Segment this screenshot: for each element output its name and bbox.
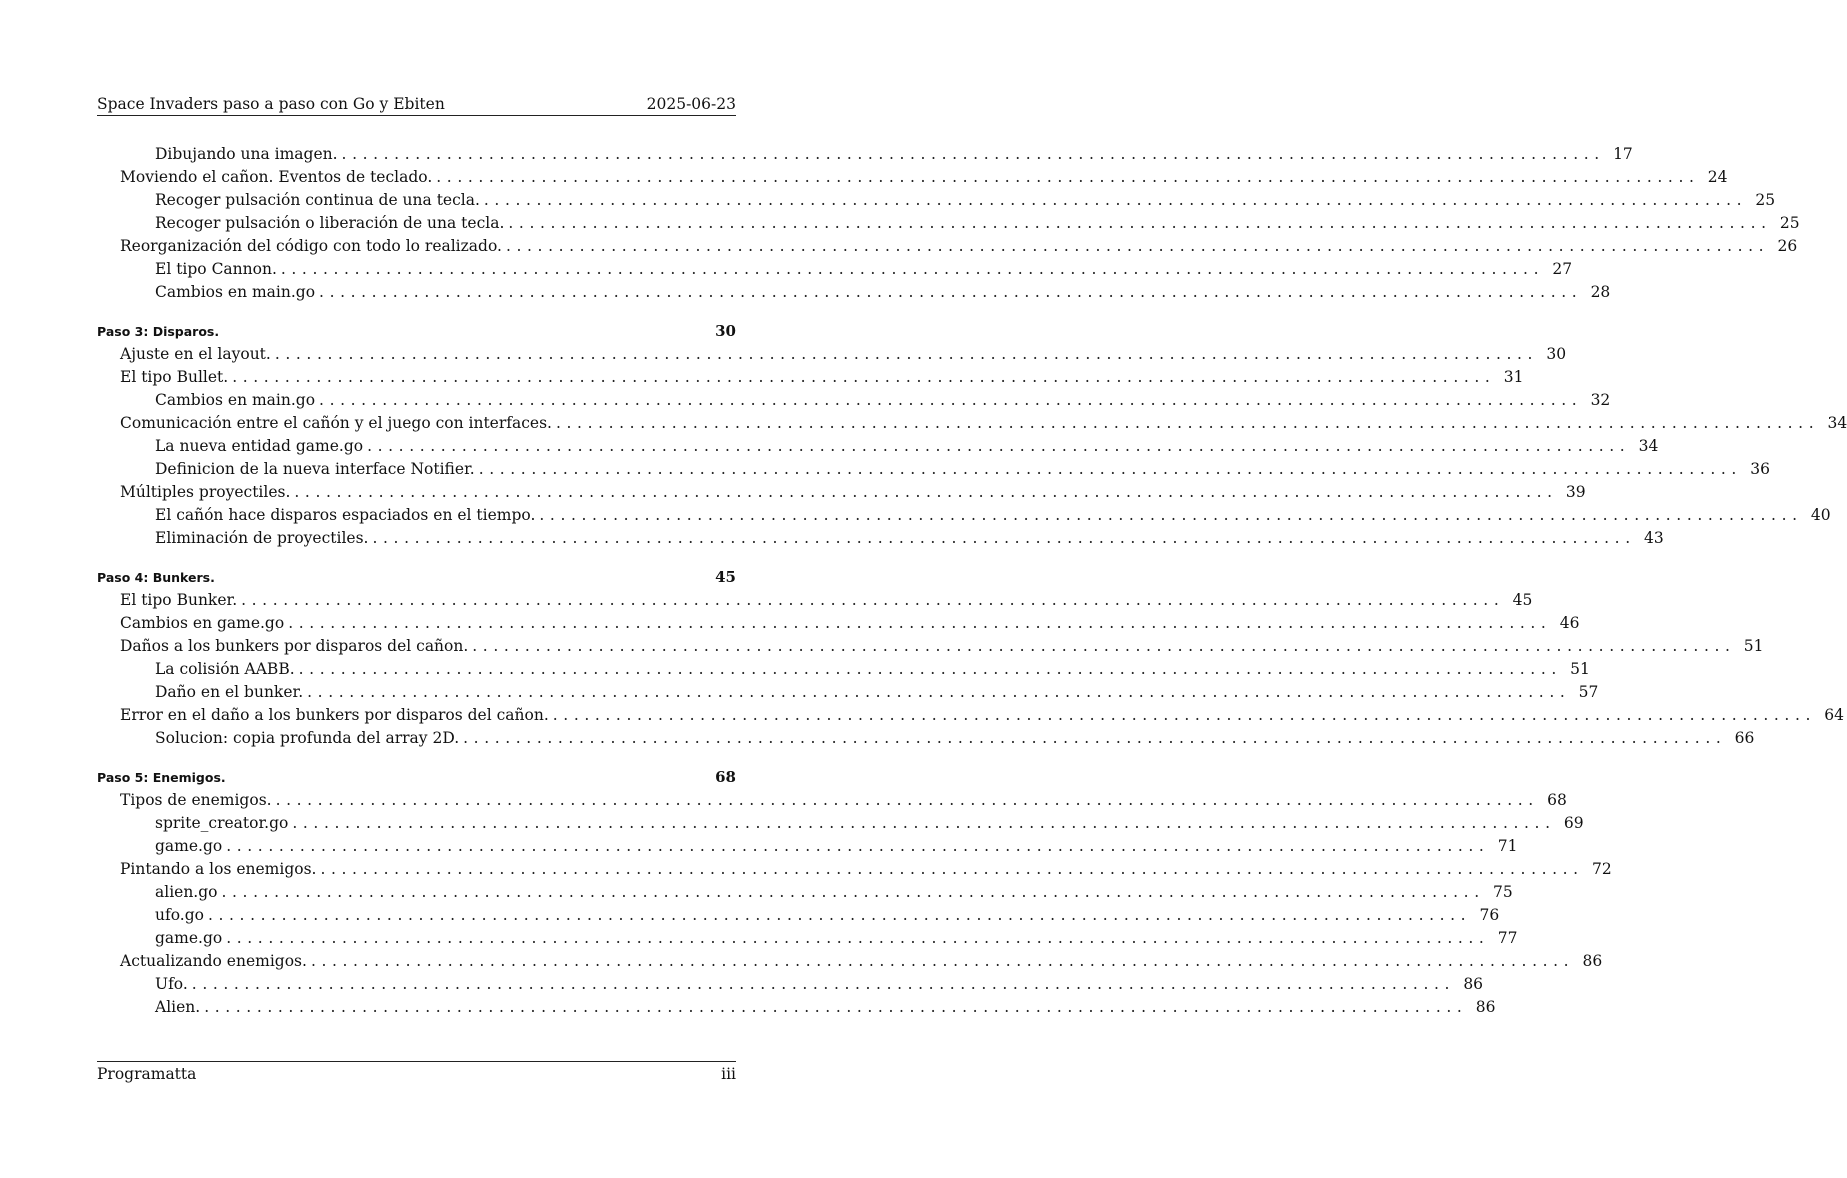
toc-entry-title: El tipo Bunker. <box>120 591 238 609</box>
toc-entry-page: 30 <box>1546 345 1567 363</box>
toc-entry[interactable] <box>97 258 1573 281</box>
toc-entry-page: 51 <box>1570 660 1590 678</box>
toc-entry[interactable] <box>97 635 1764 658</box>
toc-entry-title: Definicion de la nueva interface Notifier. <box>155 460 475 478</box>
toc-entry-title: Ufo. <box>155 975 188 993</box>
toc-entry[interactable] <box>97 435 1659 458</box>
toc-entry[interactable] <box>97 143 1633 166</box>
toc-entry-page: 64 <box>1824 706 1845 724</box>
toc-entry[interactable] <box>97 789 1567 812</box>
dot-leader: ........................................................................................................................ <box>505 237 1770 255</box>
toc-entry-page: 25 <box>1779 214 1800 232</box>
toc-entry[interactable] <box>97 235 1798 258</box>
dot-leader: ........................................................................................................................ <box>372 529 1636 547</box>
toc-entry-page: 39 <box>1565 483 1586 501</box>
toc-entry-title: Solucion: copia profunda del array 2D. <box>155 729 460 747</box>
toc-entry-page: 86 <box>1582 952 1603 970</box>
toc-entry[interactable] <box>97 189 1776 212</box>
toc-entry[interactable] <box>97 212 1800 235</box>
toc-entry-page: 31 <box>1503 368 1524 386</box>
toc-entry-title: Eliminación de proyectiles. <box>155 529 369 547</box>
toc-entry[interactable] <box>97 950 1603 973</box>
toc-entry-title: Error en el daño a los bunkers por disparos del cañon. <box>120 706 549 724</box>
toc-entry[interactable] <box>97 458 1770 481</box>
toc-entry-page: 36 <box>1750 460 1770 478</box>
toc-entry[interactable] <box>97 996 1496 1019</box>
dot-leader: ........................................................................................................................ <box>555 414 1820 432</box>
toc-entry-title: Reorganización del código con todo lo realizado. <box>120 237 502 255</box>
toc-entry-page: 72 <box>1591 860 1612 878</box>
dot-leader: ........................................................................................................................ <box>275 791 1539 809</box>
dot-leader: ........................................................................................................................ <box>226 929 1490 947</box>
toc-entry-page: 28 <box>1590 283 1611 301</box>
dot-leader: ........................................................................................................................ <box>367 437 1631 455</box>
dot-leader: ........................................................................................................................ <box>207 906 1472 924</box>
toc-entry-title: alien.go <box>155 883 218 901</box>
toc-entry-title: Paso 5: Enemigos. <box>97 770 226 785</box>
toc-entry[interactable] <box>97 973 1484 996</box>
toc-entry-title: El tipo Bullet. <box>120 368 229 386</box>
toc-entry-title: Daño en el bunker. <box>155 683 304 701</box>
dot-leader: ........................................................................................................................ <box>320 860 1584 878</box>
toc-entry-page: 45 <box>1512 591 1533 609</box>
toc-entry-title: Recoger pulsación o liberación de una tecla. <box>155 214 505 232</box>
toc-entry[interactable] <box>97 927 1518 950</box>
toc-chapter-entry[interactable] <box>97 320 736 343</box>
dot-leader: ........................................................................................................................ <box>478 460 1742 478</box>
header-title: Space Invaders paso a paso con Go y Ebiten <box>97 95 445 113</box>
toc-entry[interactable] <box>97 904 1500 927</box>
toc-entry-title: Múltiples proyectiles. <box>120 483 291 501</box>
dot-leader: ........................................................................................................................ <box>463 729 1727 747</box>
toc-entry-title: Tipos de enemigos. <box>120 791 272 809</box>
toc-entry[interactable] <box>97 343 1567 366</box>
running-footer <box>97 1061 736 1086</box>
toc-entry-page: 68 <box>1547 791 1567 809</box>
toc-entry-page: 45 <box>715 568 736 586</box>
toc-entry-title: sprite_creator.go <box>155 814 289 832</box>
toc-entry-title: Ajuste en el layout. <box>120 345 271 363</box>
footer-page-number: iii <box>721 1065 736 1083</box>
toc-entry[interactable] <box>97 412 1847 435</box>
toc-entry-page: 46 <box>1559 614 1580 632</box>
toc-entry-page: 24 <box>1707 168 1728 186</box>
dot-leader: ........................................................................................................................ <box>292 814 1556 832</box>
toc-entry-page: 30 <box>715 322 736 340</box>
toc-entry-title: game.go <box>155 837 223 855</box>
toc-entry-page: 57 <box>1578 683 1599 701</box>
toc-entry-page: 34 <box>1827 414 1847 432</box>
toc-entry-page: 32 <box>1590 391 1611 409</box>
dot-leader: ........................................................................................................................ <box>241 591 1505 609</box>
header-date: 2025-06-23 <box>646 95 736 113</box>
dot-leader: ........................................................................................................................ <box>274 345 1539 363</box>
toc-entry-page: 69 <box>1563 814 1584 832</box>
toc-entry-page: 17 <box>1613 145 1633 163</box>
toc-entry-page: 27 <box>1552 260 1573 278</box>
toc-chapter-entry[interactable] <box>97 566 736 589</box>
toc-entry[interactable] <box>97 589 1533 612</box>
dot-leader: ........................................................................................................................ <box>232 368 1496 386</box>
toc-entry-title: Alien. <box>155 998 201 1016</box>
toc-entry-page: 71 <box>1497 837 1518 855</box>
toc-entry-title: Paso 4: Bunkers. <box>97 570 215 585</box>
dot-leader: ........................................................................................................................ <box>191 975 1456 993</box>
toc-entry-title: game.go <box>155 929 223 947</box>
toc-entry[interactable] <box>97 727 1755 750</box>
dot-leader: ........................................................................................................................ <box>204 998 1468 1016</box>
toc-entry-title: Moviendo el cañon. Eventos de teclado. <box>120 168 433 186</box>
toc-entry-title: Comunicación entre el cañón y el juego con interfaces. <box>120 414 552 432</box>
toc-entry-page: 75 <box>1493 883 1513 901</box>
footer-author: Programatta <box>97 1065 197 1083</box>
toc-entry-page: 76 <box>1479 906 1500 924</box>
toc-entry[interactable] <box>97 504 1831 527</box>
toc-entry[interactable] <box>97 366 1524 389</box>
toc-entry-title: Daños a los bunkers por disparos del cañon. <box>120 637 469 655</box>
toc-entry-title: El tipo Cannon. <box>155 260 277 278</box>
toc-entry-page: 34 <box>1638 437 1659 455</box>
toc-entry[interactable] <box>97 481 1586 504</box>
toc-entry[interactable] <box>97 881 1513 904</box>
dot-leader: ........................................................................................................................ <box>436 168 1700 186</box>
toc-entry-page: 26 <box>1777 237 1798 255</box>
toc-entry-page: 86 <box>1475 998 1496 1016</box>
toc-entry[interactable] <box>97 612 1580 635</box>
toc-entry-title: Cambios en main.go <box>155 283 316 301</box>
toc-entry[interactable] <box>97 166 1728 189</box>
toc-entry-title: La nueva entidad game.go <box>155 437 364 455</box>
dot-leader: ........................................................................................................................ <box>226 837 1490 855</box>
toc-entry-page: 68 <box>715 768 736 786</box>
toc-entry-title: La colisión AABB. <box>155 660 295 678</box>
dot-leader: ........................................................................................................................ <box>472 637 1736 655</box>
dot-leader: ........................................................................................................................ <box>319 391 1583 409</box>
toc-entry[interactable] <box>97 681 1599 704</box>
toc-entry-title: Pintando a los enemigos. <box>120 860 317 878</box>
toc-entry-page: 86 <box>1463 975 1484 993</box>
dot-leader: ........................................................................................................................ <box>483 191 1748 209</box>
dot-leader: ........................................................................................................................ <box>310 952 1575 970</box>
dot-leader: ........................................................................................................................ <box>341 145 1605 163</box>
toc-entry-title: Cambios en game.go <box>120 614 285 632</box>
dot-leader: ........................................................................................................................ <box>280 260 1545 278</box>
toc-entry[interactable] <box>97 389 1611 412</box>
toc-entry-title: Cambios en main.go <box>155 391 316 409</box>
toc-entry[interactable] <box>97 281 1611 304</box>
toc-entry[interactable] <box>97 658 1590 681</box>
running-header <box>97 93 736 116</box>
dot-leader: ........................................................................................................................ <box>298 660 1562 678</box>
dot-leader: ........................................................................................................................ <box>508 214 1772 232</box>
toc-entry[interactable] <box>97 812 1584 835</box>
toc-entry-title: El cañón hace disparos espaciados en el tiempo. <box>155 506 536 524</box>
toc-entry-page: 25 <box>1755 191 1776 209</box>
toc-entry-title: Actualizando enemigos. <box>120 952 307 970</box>
toc-entry-title: Dibujando una imagen. <box>155 145 338 163</box>
toc-entry-title: Recoger pulsación continua de una tecla. <box>155 191 480 209</box>
toc-entry-page: 51 <box>1743 637 1764 655</box>
toc-entry-page: 43 <box>1644 529 1664 547</box>
toc-entry[interactable] <box>97 858 1612 881</box>
table-of-contents <box>97 143 1847 1019</box>
toc-entry-page: 66 <box>1734 729 1755 747</box>
dot-leader: ........................................................................................................................ <box>552 706 1817 724</box>
toc-chapter-entry[interactable] <box>97 766 736 789</box>
dot-leader: ........................................................................................................................ <box>221 883 1485 901</box>
toc-entry-page: 77 <box>1497 929 1518 947</box>
toc-entry[interactable] <box>97 704 1845 727</box>
dot-leader: ........................................................................................................................ <box>288 614 1552 632</box>
toc-entry-title: Paso 3: Disparos. <box>97 324 220 339</box>
toc-entry-title: ufo.go <box>155 906 204 924</box>
dot-leader: ........................................................................................................................ <box>539 506 1803 524</box>
toc-entry[interactable] <box>97 527 1664 550</box>
dot-leader: ........................................................................................................................ <box>307 683 1571 701</box>
toc-entry[interactable] <box>97 835 1518 858</box>
dot-leader: ........................................................................................................................ <box>294 483 1558 501</box>
toc-entry-page: 40 <box>1810 506 1831 524</box>
dot-leader: ........................................................................................................................ <box>319 283 1583 301</box>
